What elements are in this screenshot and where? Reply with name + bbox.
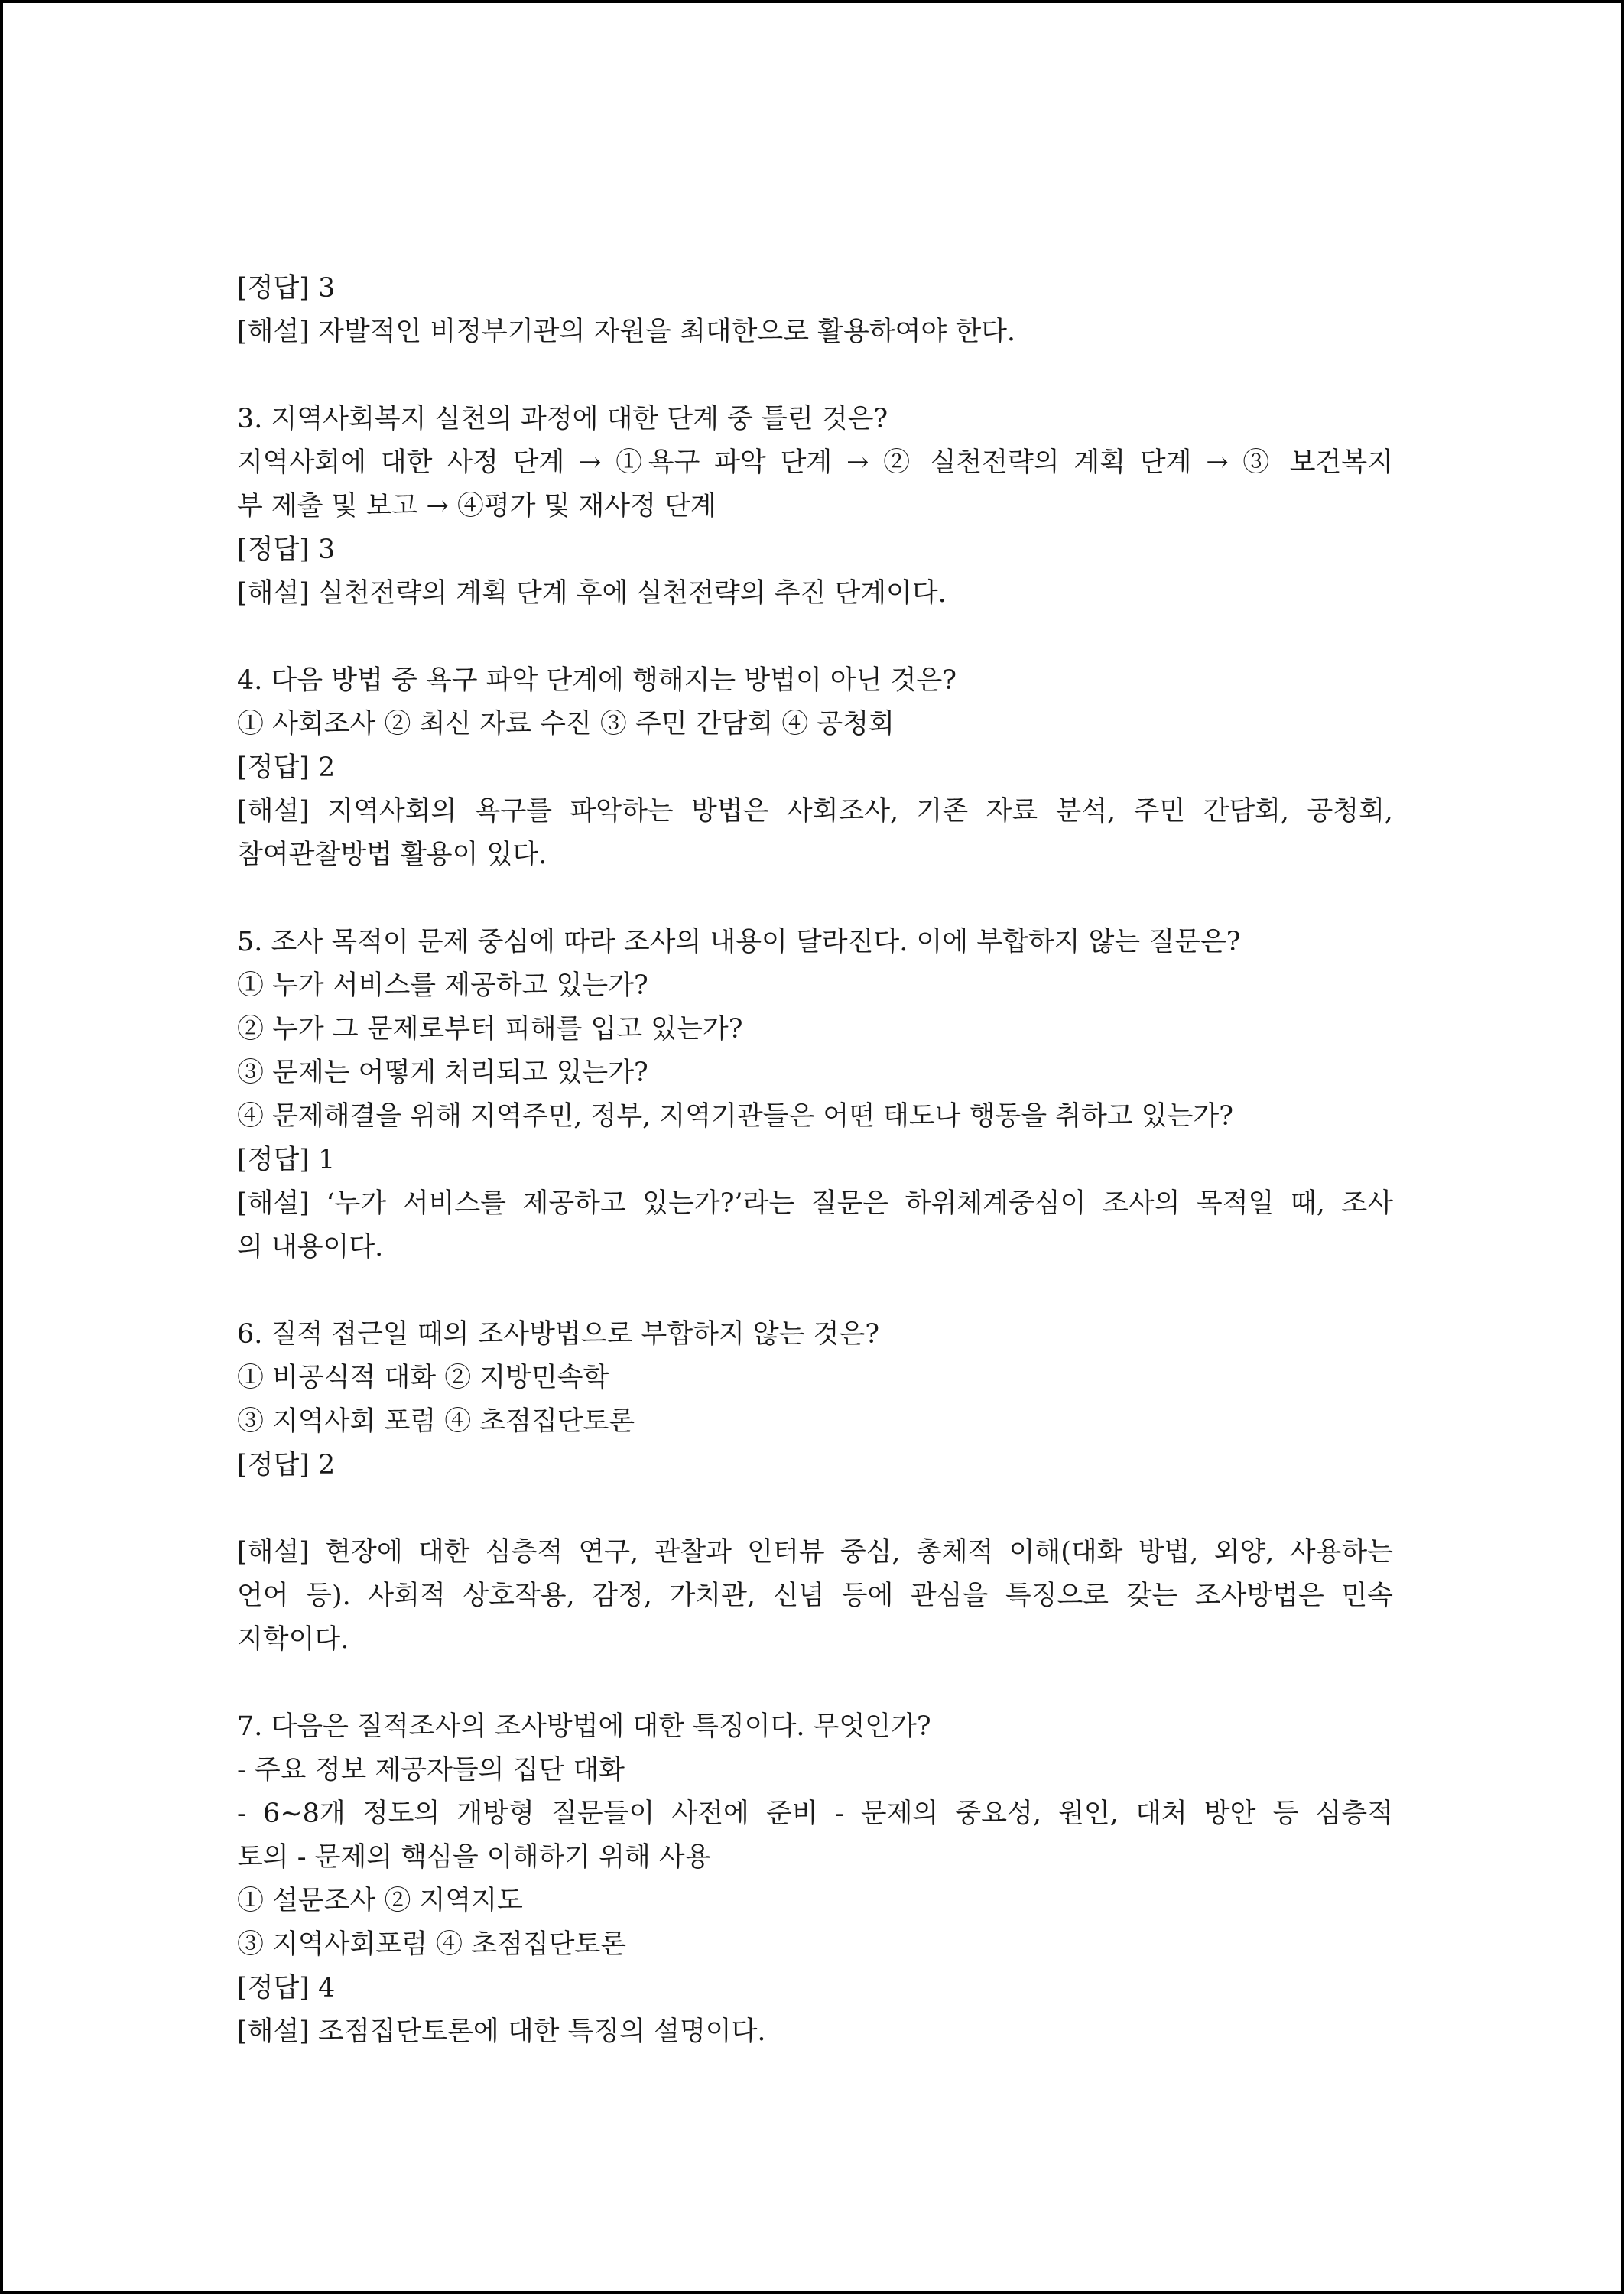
- question-5-option-3: ③ 문제는 어떻게 처리되고 있는가?: [237, 1058, 648, 1088]
- question-3-title: 3. 지역사회복지 실천의 과정에 대한 단계 중 틀린 것은?: [237, 404, 888, 434]
- question-4-answer: [정답] 2: [237, 752, 336, 783]
- question-4-explanation: [해설] 지역사회의 욕구를 파악하는 방법은 사회조사, 기존 자료 분석, 주민 간담회, 공청회,: [237, 796, 1393, 827]
- blank-line: [237, 354, 1393, 398]
- question-5-title: 5. 조사 목적이 문제 중심에 따라 조사의 내용이 달라진다. 이에 부합하지 않는 질문은?: [237, 927, 1241, 957]
- question-3-explanation: [해설] 실천전략의 계획 단계 후에 실천전략의 추진 단계이다.: [237, 578, 947, 609]
- question-4-title: 4. 다음 방법 중 욕구 파악 단계에 행해지는 방법이 아닌 것은?: [237, 665, 957, 696]
- question-4-explanation-cont: 참여관찰방법 활용이 있다.: [237, 840, 547, 870]
- question-7-title: 7. 다음은 질적조사의 조사방법에 대한 특징이다. 무엇인가?: [237, 1711, 931, 1742]
- blank-line: [237, 877, 1393, 921]
- question-7-options-a: ① 설문조사 ② 지역지도: [237, 1886, 523, 1916]
- question-5-option-2: ② 누가 그 문제로부터 피해를 입고 있는가?: [237, 1014, 743, 1045]
- question-6-options-a: ① 비공식적 대화 ② 지방민속학: [237, 1363, 609, 1393]
- answer-line: [정답] 3: [237, 273, 336, 304]
- question-7-feature-1: - 주요 정보 제공자들의 집단 대화: [237, 1755, 625, 1785]
- question-7-feature-2: - 6~8개 정도의 개방형 질문들이 사전에 준비 - 문제의 중요성, 원인, 대처 방안 등 심층적: [237, 1798, 1393, 1829]
- question-5-option-4: ④ 문제해결을 위해 지역주민, 정부, 지역기관들은 어떤 태도나 행동을 취하고 있는가?: [237, 1101, 1234, 1132]
- question-6-options-b: ③ 지역사회 포럼 ④ 초점집단토론: [237, 1406, 635, 1437]
- question-6-explanation-cont: 언어 등). 사회적 상호작용, 감정, 가치관, 신념 등에 관심을 특징으로 갖는 조사방법은 민속: [237, 1581, 1393, 1611]
- question-7-answer: [정답] 4: [237, 1973, 336, 2003]
- question-5-explanation: [해설] ‘누가 서비스를 제공하고 있는가?’라는 질문은 하위체계중심이 조사의 목적일 때, 조사: [237, 1188, 1393, 1219]
- blank-line: [237, 1662, 1393, 1705]
- question-6-answer: [정답] 2: [237, 1450, 336, 1480]
- question-3-body: 지역사회에 대한 사정 단계 → ①욕구 파악 단계 → ② 실천전략의 계획 단계 → ③ 보건복지: [237, 447, 1393, 478]
- blank-line: [237, 1269, 1393, 1313]
- question-6-explanation-end: 지학이다.: [237, 1624, 349, 1655]
- question-7-explanation: [해설] 조점집단토론에 대한 특징의 설명이다.: [237, 2016, 766, 2047]
- question-4-options: ① 사회조사 ② 최신 자료 수진 ③ 주민 간담회 ④ 공청회: [237, 709, 895, 739]
- question-3-answer: [정답] 3: [237, 535, 336, 565]
- question-7-options-b: ③ 지역사회포럼 ④ 초점집단토론: [237, 1929, 627, 1960]
- blank-line: [237, 1487, 1393, 1531]
- question-6-title: 6. 질적 접근일 때의 조사방법으로 부합하지 않는 것은?: [237, 1319, 880, 1350]
- question-5-explanation-cont: 의 내용이다.: [237, 1232, 384, 1262]
- question-5-option-1: ① 누가 서비스를 제공하고 있는가?: [237, 970, 648, 1001]
- blank-line: [237, 616, 1393, 659]
- document-body: [237, 267, 1393, 2054]
- question-3-body-cont: 부 제출 및 보고 → ④평가 및 재사정 단계: [237, 491, 716, 522]
- question-6-explanation: [해설] 현장에 대한 심층적 연구, 관찰과 인터뷰 중심, 총체적 이해(대화 방법, 외양, 사용하는: [237, 1537, 1393, 1568]
- question-5-answer: [정답] 1: [237, 1145, 336, 1175]
- question-7-feature-3: 토의 - 문제의 핵심을 이해하기 위해 사용: [237, 1842, 711, 1873]
- explanation-line: [해설] 자발적인 비정부기관의 자원을 최대한으로 활용하여야 한다.: [237, 317, 1016, 347]
